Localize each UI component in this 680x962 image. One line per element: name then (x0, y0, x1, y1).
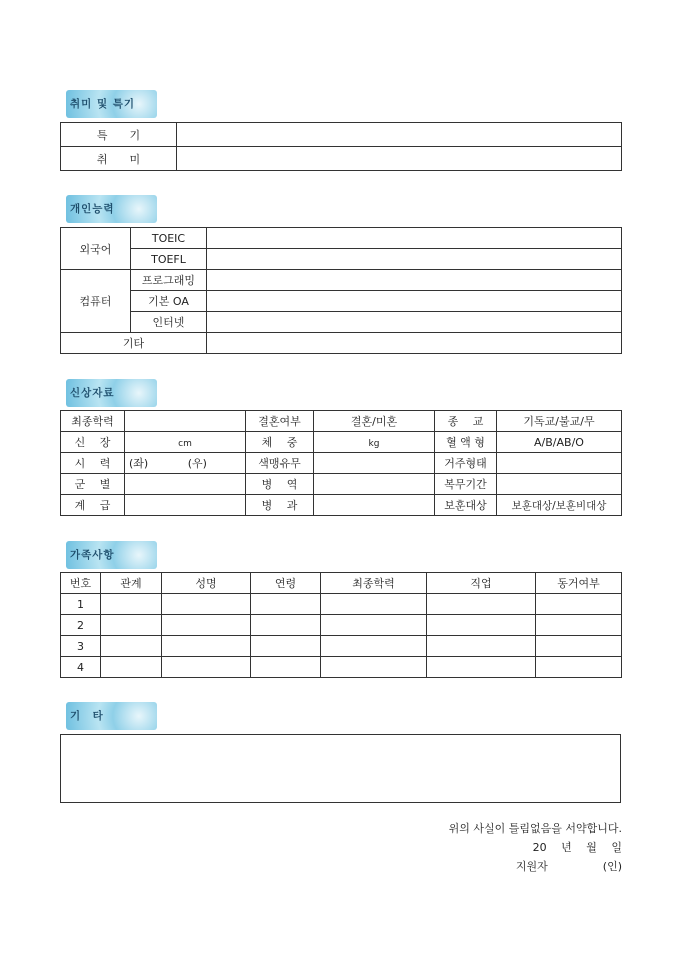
table-row (61, 657, 622, 678)
column-header: 번호 (61, 573, 101, 594)
vision-field[interactable] (125, 453, 246, 474)
weight-unit: kg (368, 438, 380, 449)
table-row (61, 123, 622, 147)
table-row (61, 615, 622, 636)
vision-right-label: (우) (187, 457, 207, 470)
residence-label: 거주형태 (435, 453, 497, 474)
family-cell[interactable] (427, 657, 536, 678)
basic-oa-field[interactable] (207, 291, 622, 312)
military-branch-label: 군 별 (61, 474, 125, 495)
column-header: 최종학력 (321, 573, 427, 594)
toefl-field[interactable] (207, 249, 622, 270)
hobby-label: 취 미 (61, 147, 177, 171)
hobby-section-heading: 취미 및 특기 (66, 90, 157, 118)
ability-etc-label: 기타 (61, 333, 207, 354)
special-skill-label: 특 기 (61, 123, 177, 147)
family-cell[interactable] (251, 615, 321, 636)
table-row (61, 594, 622, 615)
family-cell[interactable] (101, 657, 162, 678)
programming-field[interactable] (207, 270, 622, 291)
education-field[interactable] (125, 411, 246, 432)
etc-textarea[interactable] (60, 734, 621, 803)
colorblind-field[interactable] (314, 453, 435, 474)
signature-date: 20 년 월 일 (532, 841, 622, 854)
family-cell[interactable] (427, 594, 536, 615)
hobby-table (60, 122, 622, 171)
colorblind-label: 색맹유무 (246, 453, 314, 474)
table-row (61, 453, 622, 474)
table-row (61, 228, 622, 249)
family-cell[interactable] (536, 615, 622, 636)
ability-table (60, 227, 622, 354)
family-cell[interactable] (321, 657, 427, 678)
table-row (61, 474, 622, 495)
table-row (61, 636, 622, 657)
special-skill-field[interactable] (177, 123, 622, 147)
veteran-label: 보훈대상 (435, 495, 497, 516)
service-period-label: 복무기간 (435, 474, 497, 495)
family-cell[interactable] (427, 615, 536, 636)
computer-label: 컴퓨터 (61, 270, 131, 333)
division-field[interactable] (314, 495, 435, 516)
religion-field[interactable]: 기독교/불교/무 (497, 411, 622, 432)
family-cell[interactable] (101, 594, 162, 615)
family-cell[interactable] (321, 636, 427, 657)
foreign-language-label: 외국어 (61, 228, 131, 270)
applicant-signature: 지원자 (인) (515, 860, 622, 873)
service-period-field[interactable] (497, 474, 622, 495)
blood-type-label: 혈 액 형 (435, 432, 497, 453)
height-unit: cm (178, 438, 192, 449)
pledge-statement: 위의 사실이 틀림없음을 서약합니다. (448, 822, 622, 835)
toeic-label: TOEIC (131, 228, 207, 249)
vision-left-label: (좌) (129, 457, 149, 470)
column-header: 연령 (251, 573, 321, 594)
marital-label: 결혼여부 (246, 411, 314, 432)
family-cell[interactable] (536, 594, 622, 615)
hobby-field[interactable] (177, 147, 622, 171)
programming-label: 프로그래밍 (131, 270, 207, 291)
table-row (61, 249, 622, 270)
family-cell[interactable] (321, 594, 427, 615)
internet-field[interactable] (207, 312, 622, 333)
family-cell[interactable] (251, 657, 321, 678)
table-row (61, 411, 622, 432)
family-cell[interactable] (251, 636, 321, 657)
table-row (61, 270, 622, 291)
personal-table (60, 410, 622, 516)
ability-section-heading: 개인능력 (66, 195, 157, 223)
table-row (61, 291, 622, 312)
military-service-label: 병 역 (246, 474, 314, 495)
family-cell[interactable] (536, 636, 622, 657)
family-cell[interactable] (101, 636, 162, 657)
religion-label: 종 교 (435, 411, 497, 432)
toeic-field[interactable] (207, 228, 622, 249)
row-number: 3 (61, 636, 101, 657)
family-cell[interactable] (536, 657, 622, 678)
toefl-label: TOEFL (131, 249, 207, 270)
education-label: 최종학력 (61, 411, 125, 432)
internet-label: 인터넷 (131, 312, 207, 333)
rank-label: 계 급 (61, 495, 125, 516)
family-cell[interactable] (162, 636, 251, 657)
family-cell[interactable] (101, 615, 162, 636)
family-header-row (61, 573, 622, 594)
military-branch-field[interactable] (125, 474, 246, 495)
blood-type-field[interactable]: A/B/AB/O (497, 432, 622, 453)
column-header: 관계 (101, 573, 162, 594)
row-number: 2 (61, 615, 101, 636)
basic-oa-label: 기본 OA (131, 291, 207, 312)
table-row (61, 495, 622, 516)
family-cell[interactable] (162, 615, 251, 636)
family-section-heading: 가족사항 (66, 541, 157, 569)
vision-label: 시 력 (61, 453, 125, 474)
family-cell[interactable] (162, 594, 251, 615)
marital-field[interactable]: 결혼/미혼 (314, 411, 435, 432)
division-label: 병 과 (246, 495, 314, 516)
etc-section-heading: 기 타 (66, 702, 157, 730)
table-row (61, 432, 622, 453)
family-cell[interactable] (162, 657, 251, 678)
ability-etc-field[interactable] (207, 333, 622, 354)
veteran-field[interactable]: 보훈대상/보훈비대상 (497, 495, 622, 516)
family-cell[interactable] (321, 615, 427, 636)
family-table (60, 572, 622, 678)
table-row (61, 147, 622, 171)
weight-label: 체 중 (246, 432, 314, 453)
height-field[interactable] (125, 432, 246, 453)
military-service-field[interactable] (314, 474, 435, 495)
column-header: 직업 (427, 573, 536, 594)
personal-section-heading: 신상자료 (66, 379, 157, 407)
table-row (61, 333, 622, 354)
family-cell[interactable] (427, 636, 536, 657)
height-label: 신 장 (61, 432, 125, 453)
column-header: 성명 (162, 573, 251, 594)
column-header: 동거여부 (536, 573, 622, 594)
residence-field[interactable] (497, 453, 622, 474)
family-cell[interactable] (251, 594, 321, 615)
row-number: 4 (61, 657, 101, 678)
table-row (61, 312, 622, 333)
row-number: 1 (61, 594, 101, 615)
weight-field[interactable] (314, 432, 435, 453)
rank-field[interactable] (125, 495, 246, 516)
